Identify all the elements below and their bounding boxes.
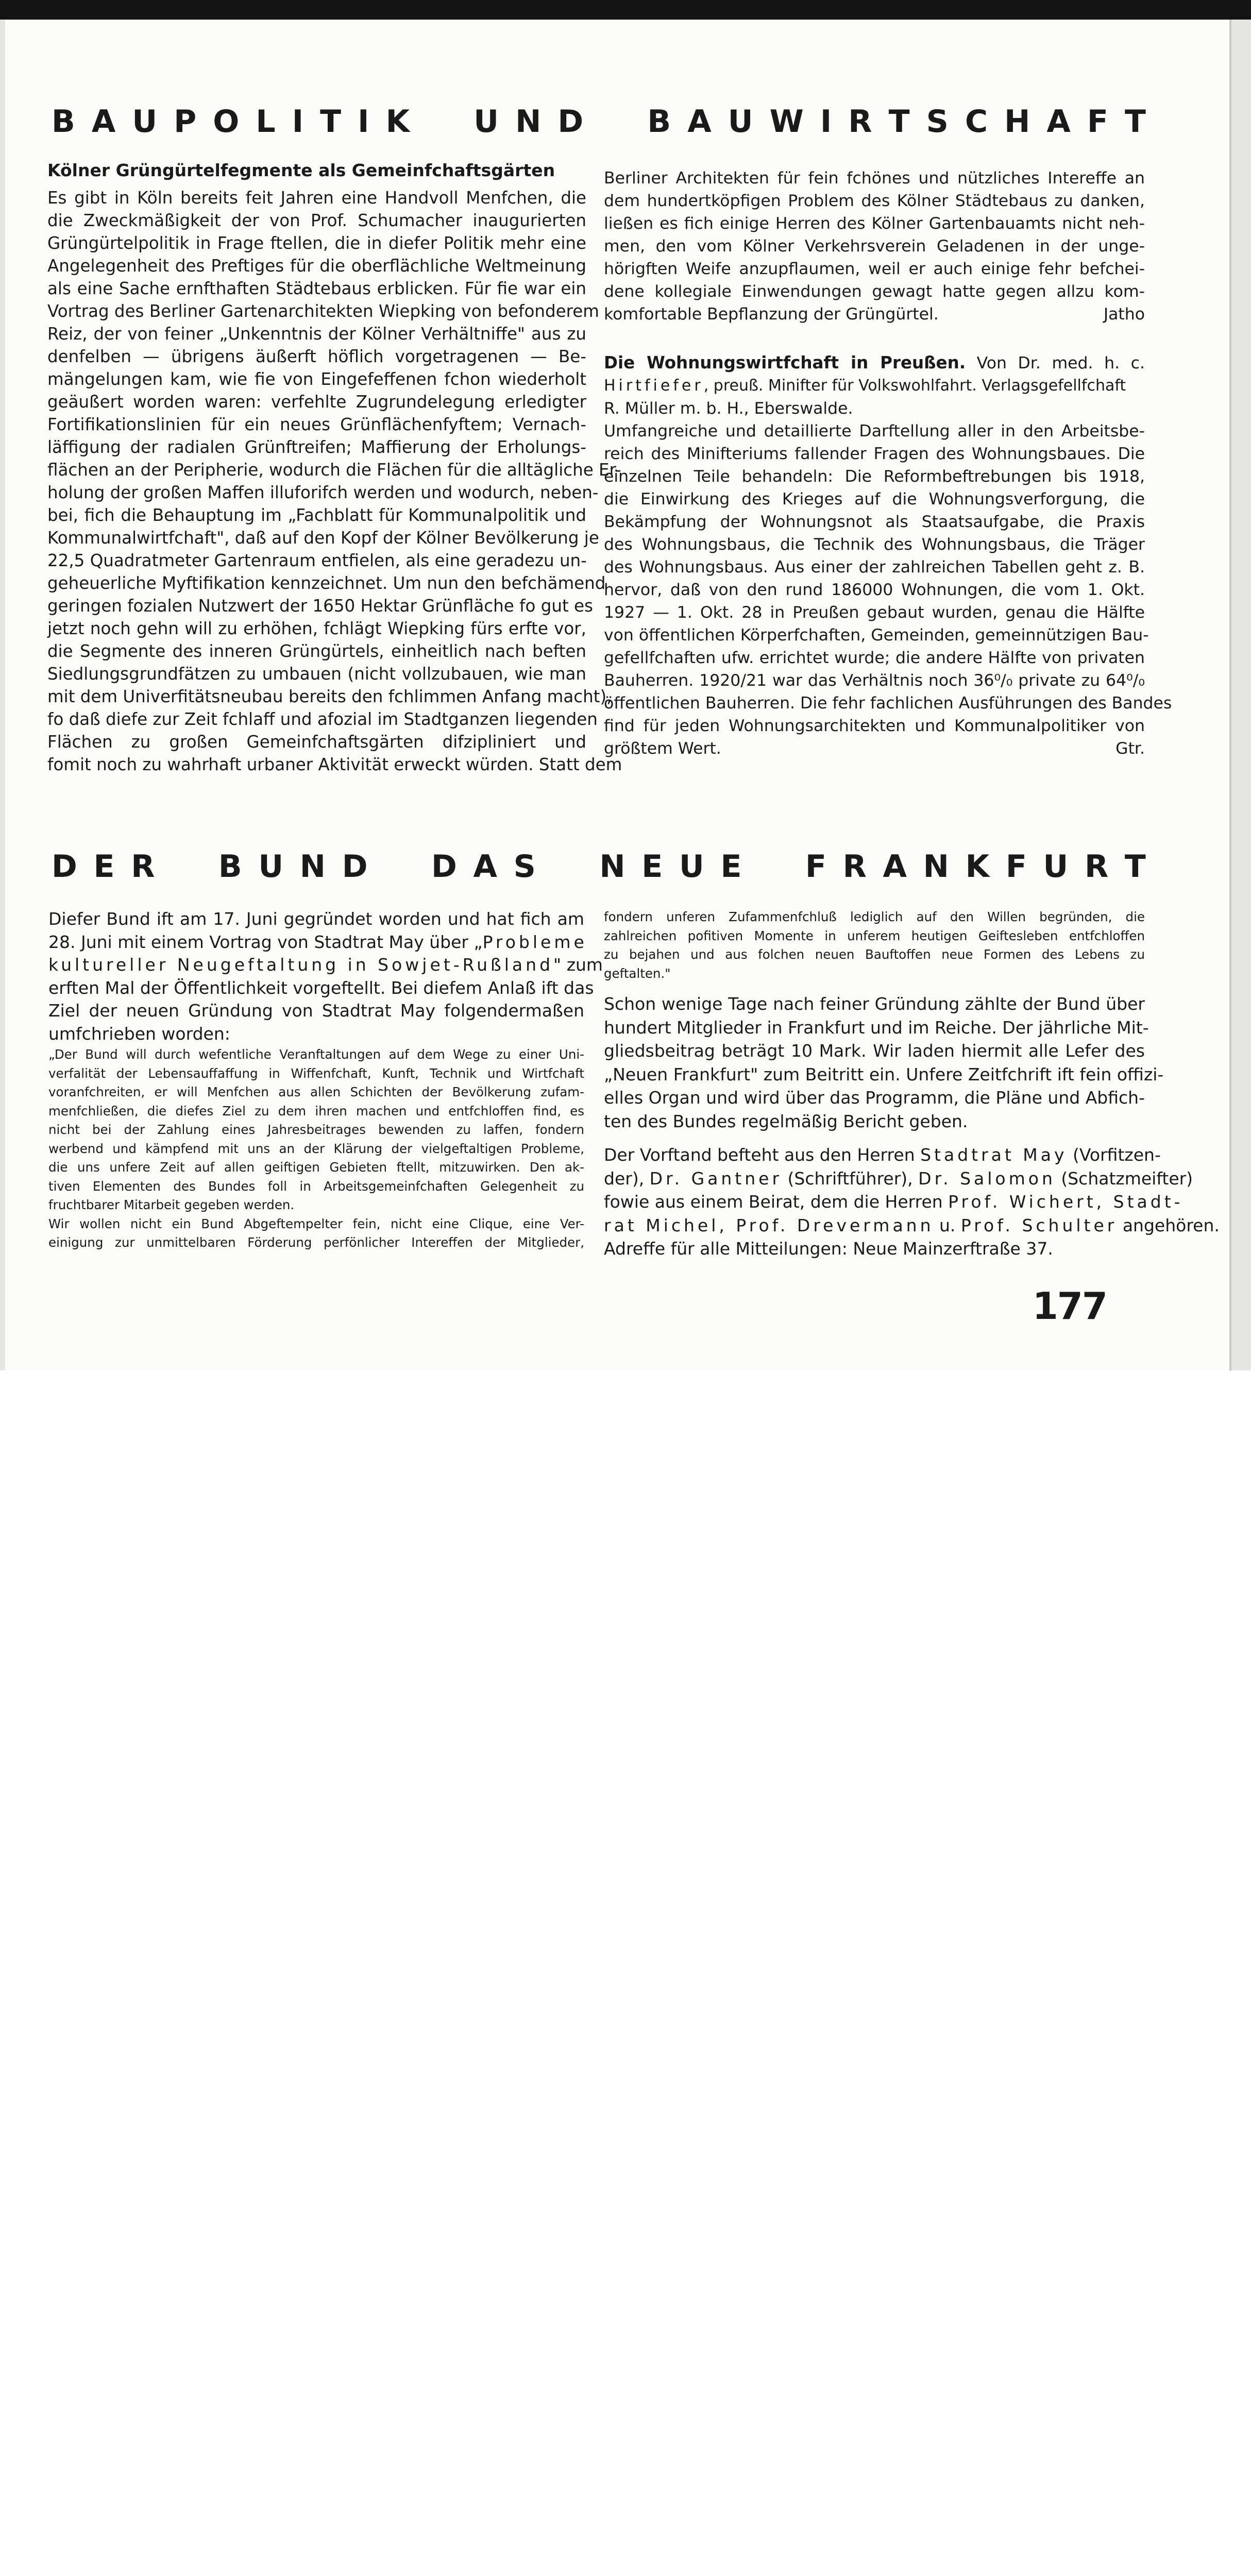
text-line: Fortifikationslinien für ein neues Grünflächenfyftem; Vernach- <box>47 415 586 434</box>
bund-intro-line-2-text: 28. Juni mit einem Vortrag von Stadtrat May über „ <box>48 931 483 952</box>
text-line: Reiz, der von feiner „Unkenntnis der Kölner Verhältniffe" aus zu <box>47 324 586 344</box>
lecture-title-part-2: kultureller Neugeftaltung in Sowjet-Rußland <box>48 955 554 975</box>
section2-title-letter: F <box>1005 849 1027 885</box>
quote-line: zahlreichen pofitiven Momente in unferem heutigen Geiftesleben entfchloffen <box>604 928 1145 943</box>
text-line: flächen an der Peripherie, wodurch die Flächen für die alltägliche Er- <box>47 460 621 480</box>
advisory-members-1: Prof. Wichert, Stadt- <box>948 1192 1184 1212</box>
review-text-line: des Wohnungsbaus. Aus einer der zahlreichen Tabellen geht z. B. <box>604 558 1145 577</box>
review-text-line: gefellfchaften ufw. errichtet wurde; die andere Hälfte von privaten <box>604 649 1145 667</box>
closing-text: komfortable Bepflanzung der Grüngürtel. <box>604 305 939 324</box>
text-line: geäußert worden waren: verfehlte Zugrundelegung erledigter <box>47 392 586 412</box>
text-line: „Neuen Frankfurt" zum Beitritt ein. Unfere Zeitfchrift ift fein offizi- <box>604 1064 1164 1084</box>
bund-membership-last: ten des Bundes regelmäßig Bericht geben. <box>604 1111 968 1131</box>
review-author-line <box>604 375 1145 397</box>
text-line: dem hundertköpfigen Problem des Kölner Städtebaus zu danken, <box>604 192 1145 210</box>
quote-line: menfchließen, die diefes Ziel zu dem ihren machen und entfchloffen find, es <box>48 1103 584 1118</box>
section1-title-letter: N <box>515 104 542 140</box>
section1-title-letter: B <box>52 104 75 140</box>
review-text-line: find für jeden Wohnungsarchitekten und Kommunalpolitiker von <box>604 717 1145 735</box>
section1-title-letter: A <box>687 104 712 140</box>
text-line: Angelegenheit des Preftiges für die oberflächliche Weltmeinung <box>47 256 586 276</box>
bund-intro-line-6: umfchrieben worden: <box>48 1023 230 1044</box>
text-line: Siedlungsgrundfätzen zu umbauen (nicht vollzubauen, wie man <box>47 664 586 684</box>
text-line: mit dem Univerfitätsneubau bereits den fchlimmen Anfang macht), <box>47 687 612 706</box>
section1-title-letter: U <box>474 104 499 140</box>
review-author-rest: , preuß. Minifter für Volkswohlfahrt. Verlagsgefellfchaft <box>703 377 1126 395</box>
column-left-baupolitik <box>47 159 622 776</box>
bund-quote-block <box>48 1045 584 1196</box>
section2-title-letter: E <box>720 849 742 885</box>
bund-quote-short-line: fruchtbarer Mitarbeit gegeben werden. <box>48 1197 295 1212</box>
bund-intro-line-1: Diefer Bund ift am 17. Juni gegründet worden und hat fich am <box>48 909 584 929</box>
bund-intro-line-3 <box>48 954 603 977</box>
board-line-1 <box>604 1143 1161 1167</box>
quote-line: nicht bei der Zahlung eines Jahresbeitrages bewenden zu laffen, fondern <box>48 1122 584 1137</box>
review-text-line: Umfangreiche und detaillierte Darftellung aller in den Arbeitsbe- <box>604 422 1145 440</box>
review-publisher: R. Müller m. b. H., Eberswalde. <box>604 399 853 418</box>
review-text-line: einzelnen Teile behandeln: Die Reformbeftrebungen bis 1918, <box>604 467 1145 486</box>
section1-title-letter: T <box>888 104 910 140</box>
board-line-3 <box>604 1190 1184 1214</box>
author-signature-jatho: Jatho <box>1103 305 1145 324</box>
section2-title-letter: E <box>641 849 663 885</box>
text-line: men, den vom Kölner Verkehrsverein Geladenen in der unge- <box>604 237 1145 256</box>
text-line: bei, fich die Behauptung im „Fachblatt für Kommunalpolitik und <box>47 505 586 525</box>
text-line: mängelungen kam, wie fie von Eingefeffenen fchon wiederholt <box>47 369 586 389</box>
page-number: 177 <box>1032 1284 1107 1328</box>
section2-title-letter: D <box>431 849 457 885</box>
section2-title-letter: R <box>842 849 867 885</box>
text-line: Schon wenige Tage nach feiner Gründung zählte der Bund über <box>604 994 1145 1014</box>
text-line: hörigften Weife anzupflaumen, weil er auch einige fehr befchei- <box>604 260 1145 278</box>
lecture-title-part-1: Probleme <box>482 931 587 952</box>
section1-title-letter: I <box>292 104 304 140</box>
board-line-2-role-2: (Schatzmeifter) <box>1055 1168 1193 1189</box>
section1-title-letter: R <box>848 104 872 140</box>
section1-title-letter: I <box>358 104 369 140</box>
article-body-gruenguertel <box>47 187 622 776</box>
review-text-line: die Einwirkung des Krieges auf die Wohnungsverforgung, die <box>604 490 1145 509</box>
review-closing-line <box>604 737 1145 760</box>
section2-title-letter: A <box>473 849 497 885</box>
section1-title-letter: W <box>769 104 804 140</box>
review-body <box>604 420 1172 737</box>
text-line: Grüngürtelpolitik in Frage ftellen, die in diefer Politik mehr eine <box>47 233 586 253</box>
quote-line: tiven Elementen des Bundes foll in Arbeitsgemeinfchaften Gelegenheit zu <box>48 1178 584 1194</box>
section2-title-letter: N <box>299 849 326 885</box>
bund-membership-paragraph <box>604 992 1164 1110</box>
board-member-salomon: Dr. Salomon <box>918 1168 1056 1189</box>
text-line: als eine Sache ernfthaften Städtebaus erblicken. Für fie war ein <box>47 279 586 298</box>
section-title-baupolitik <box>52 101 1146 142</box>
board-line-2-text: der), <box>604 1168 650 1189</box>
section1-title-letter: F <box>1087 104 1108 140</box>
quote-line: zu bejahen und aus folchen neuen Bauftoffen neue Formen des Lebens zu <box>604 947 1145 962</box>
section2-title-letter: D <box>342 849 368 885</box>
text-line: Es gibt in Köln bereits feit Jahren eine Handvoll Menfchen, die <box>47 188 586 208</box>
board-line-4-conj: u. <box>934 1215 961 1235</box>
section1-title-letter: P <box>174 104 197 140</box>
section2-title-letter: K <box>965 849 990 885</box>
text-line: ließen es fich einige Herren des Kölner Gartenbauamts nicht neh- <box>604 214 1145 233</box>
section1-title-letter: U <box>132 104 158 140</box>
text-line: elles Organ und wird über das Programm, die Pläne und Abfich- <box>604 1088 1145 1108</box>
bund-quote-continuation <box>604 908 1145 964</box>
review-text-line: hervor, daß von den rund 186000 Wohnungen, die vom 1. Okt. <box>604 581 1145 599</box>
board-line-4 <box>604 1214 1220 1238</box>
text-line: fo daß diefe zur Zeit fchlaff und afozial im Stadtganzen liegenden <box>47 709 598 729</box>
bund-intro-line-3-text: " zum <box>553 955 603 975</box>
bund-quote-block-2 <box>48 1215 584 1252</box>
text-line: die Segmente des inneren Grüngürtels, einheitlich nach beften <box>47 641 586 661</box>
bund-quote-end: geftalten." <box>604 965 671 981</box>
review-header <box>604 351 1145 375</box>
review-text-line: von öffentlichen Körperfchaften, Gemeinden, gemeinnützigen Bau- <box>604 626 1149 645</box>
magazine-page <box>5 20 1231 1370</box>
board-member-gantner: Dr. Gantner <box>649 1168 783 1189</box>
text-line: Kommunalwirtfchaft", daß auf den Kopf der Kölner Bevölkerung je <box>47 528 599 548</box>
advisory-members-2: rat Michel, Prof. Drevermann <box>604 1215 934 1235</box>
advisory-member-schulter: Prof. Schulter <box>960 1215 1118 1235</box>
board-line-3-text: fowie aus einem Beirat, dem die Herren <box>604 1192 949 1212</box>
section1-title-letter: A <box>91 104 116 140</box>
quote-line: einigung zur unmittelbaren Förderung perfönlicher Intereffen der Mitglieder, <box>48 1235 584 1250</box>
text-line: geheuerliche Myftifikation kennzeichnet. Um nun den befchämend <box>47 573 606 593</box>
review-title: Die Wohnungswirtfchaft in Preußen. <box>604 353 966 372</box>
section2-title-letter: D <box>52 849 77 885</box>
section1-title-letter: T <box>1125 104 1146 140</box>
text-line: Vortrag des Berliner Gartenarchitekten Wiepking von befonderem <box>47 301 599 321</box>
bund-intro-line-2 <box>48 931 587 954</box>
quote-line: voranfchreiten, er will Menfchen aus allen Schichten der Bevölkerung zufam- <box>48 1084 584 1099</box>
section2-title-letter: U <box>1043 849 1069 885</box>
scan-top-border <box>0 0 1251 20</box>
quote-line: die uns unfere Zeit auf allen geiftigen Gebieten ftellt, mitzuwirken. Den ak- <box>48 1160 584 1175</box>
text-line: dene kollegiale Einwendungen gewagt hatte gegen allzu kom- <box>604 282 1145 301</box>
text-line: Flächen zu großen Gemeinfchaftsgärten difzipliniert und <box>47 732 586 752</box>
text-line: Berliner Architekten für fein fchönes und nützliches Intereffe an <box>604 169 1145 188</box>
board-line-2 <box>604 1167 1193 1191</box>
review-intro: Von Dr. med. h. c. <box>976 354 1145 372</box>
text-line: geringen fozialen Nutzwert der 1650 Hektar Grünfläche fo gut es <box>47 596 593 616</box>
quote-line: „Der Bund will durch wefentliche Veranftaltungen auf dem Wege zu einer Uni- <box>48 1047 584 1062</box>
review-text-line: 1927 — 1. Okt. 28 in Preußen gebaut wurden, genau die Hälfte <box>604 603 1145 622</box>
quote-line: werbend und kämpfend mit uns an der Klärung der vielgeftaltigen Probleme, <box>48 1141 584 1156</box>
section1-title-letter: K <box>385 104 410 140</box>
quote-line: Wir wollen nicht ein Bund Abgeftempelter fein, nicht eine Clique, eine Ver- <box>48 1216 584 1231</box>
review-closing-text: größtem Wert. <box>604 739 721 758</box>
review-author: Hirtfiefer <box>604 377 704 395</box>
section1-title-letter: O <box>213 104 240 140</box>
text-line: fomit noch zu wahrhaft urbaner Aktivität erweckt würden. Statt dem <box>47 755 622 774</box>
section2-title-letter: E <box>93 849 115 885</box>
section1-title-letter: C <box>965 104 988 140</box>
article-heading-gruenguertel: Kölner Grüngürtelfegmente als Gemeinfchaftsgärten <box>47 160 555 180</box>
text-line: holung der großen Maffen illuforifch werden und wodurch, neben- <box>47 483 599 502</box>
review-text-line: öffentlichen Bauherren. Die fehr fachlichen Ausführungen des Bandes <box>604 694 1172 713</box>
review-text-line: des Wohnungsbaus, die Technik des Wohnungsbaus, die Träger <box>604 535 1145 554</box>
section2-title-letter: N <box>599 849 626 885</box>
digitization-footer <box>0 1370 1251 1459</box>
article-closing-line <box>604 303 1145 326</box>
bund-board-paragraph <box>604 1143 1220 1261</box>
board-line-4-end: angehören. <box>1117 1215 1220 1235</box>
board-line-1-role: (Vorfitzen- <box>1067 1145 1161 1165</box>
section1-title-letter: A <box>1046 104 1071 140</box>
section2-title-letter: A <box>883 849 907 885</box>
text-line: hundert Mitglieder in Frankfurt und im Reiche. Der jährliche Mit- <box>604 1017 1149 1038</box>
section1-title-letter: B <box>647 104 671 140</box>
column-left-bund <box>48 908 603 1252</box>
bund-intro-line-4: erften Mal der Öffentlichkeit vorgeftellt. Bei diefem Anlaß ift das <box>48 977 594 998</box>
board-address: Adreffe für alle Mitteilungen: Neue Mainzerftraße 37. <box>604 1239 1053 1259</box>
board-line-1-text: Der Vorftand befteht aus den Herren <box>604 1145 921 1165</box>
section2-title-letter: R <box>131 849 155 885</box>
text-line: denfelben — übrigens äußerft höflich vorgetragenen — Be- <box>47 347 586 366</box>
section1-title-letter: L <box>256 104 276 140</box>
quote-line: fondern unferen Zufammenfchluß lediglich auf den Willen begründen, die <box>604 909 1145 924</box>
review-text-line: reich des Minifteriums fallender Fragen des Wohnungsbaues. Die <box>604 445 1145 463</box>
board-line-2-role-1: (Schriftführer), <box>782 1168 919 1189</box>
section2-title-letter: U <box>679 849 704 885</box>
review-text-line: Bauherren. 1920/21 war das Verhältnis noch 36⁰/₀ private zu 64⁰/₀ <box>604 671 1145 690</box>
board-member-may: Stadtrat May <box>920 1145 1068 1165</box>
text-line: 22,5 Quadratmeter Gartenraum entfielen, als eine geradezu un- <box>47 551 587 570</box>
section1-title-letter: I <box>820 104 832 140</box>
bund-intro-line-5: Ziel der neuen Gründung von Stadtrat May folgendermaßen <box>48 1001 584 1021</box>
text-line: die Zweckmäßigkeit der von Prof. Schumacher inaugurierten <box>47 211 586 230</box>
quote-line: verfalität der Lebensauffaffung in Wiffenfchaft, Kunft, Technik und Wirtfchaft <box>48 1065 584 1081</box>
text-line: gliedsbeitrag beträgt 10 Mark. Wir laden hiermit alle Lefer des <box>604 1041 1145 1061</box>
section2-title-letter: B <box>218 849 242 885</box>
section2-title-letter: T <box>1124 849 1146 885</box>
section1-title-letter: T <box>320 104 342 140</box>
text-line: läffigung der radialen Grünftreifen; Maffierung der Erholungs- <box>47 437 586 457</box>
section1-title-letter: H <box>1004 104 1030 140</box>
column-right-baupolitik <box>604 167 1172 760</box>
text-line: jetzt noch gehn will zu erhöhen, fchlägt Wiepking fürs erfte vor, <box>47 619 586 638</box>
section1-title-letter: U <box>728 104 753 140</box>
review-signature-gtr: Gtr. <box>1115 739 1145 758</box>
section-title-bund <box>52 846 1146 887</box>
column-right-bund <box>604 908 1220 1261</box>
section2-title-letter: U <box>258 849 284 885</box>
section2-title-letter: R <box>1085 849 1109 885</box>
article-continuation-gruenguertel <box>604 167 1145 303</box>
section1-title-letter: S <box>926 104 949 140</box>
section2-title-letter: N <box>923 849 949 885</box>
section1-title-letter: D <box>557 104 584 140</box>
review-text-line: Bekämpfung der Wohnungsnot als Staatsaufgabe, die Praxis <box>604 513 1145 531</box>
section2-title-letter: S <box>513 849 536 885</box>
section2-title-letter: F <box>805 849 826 885</box>
